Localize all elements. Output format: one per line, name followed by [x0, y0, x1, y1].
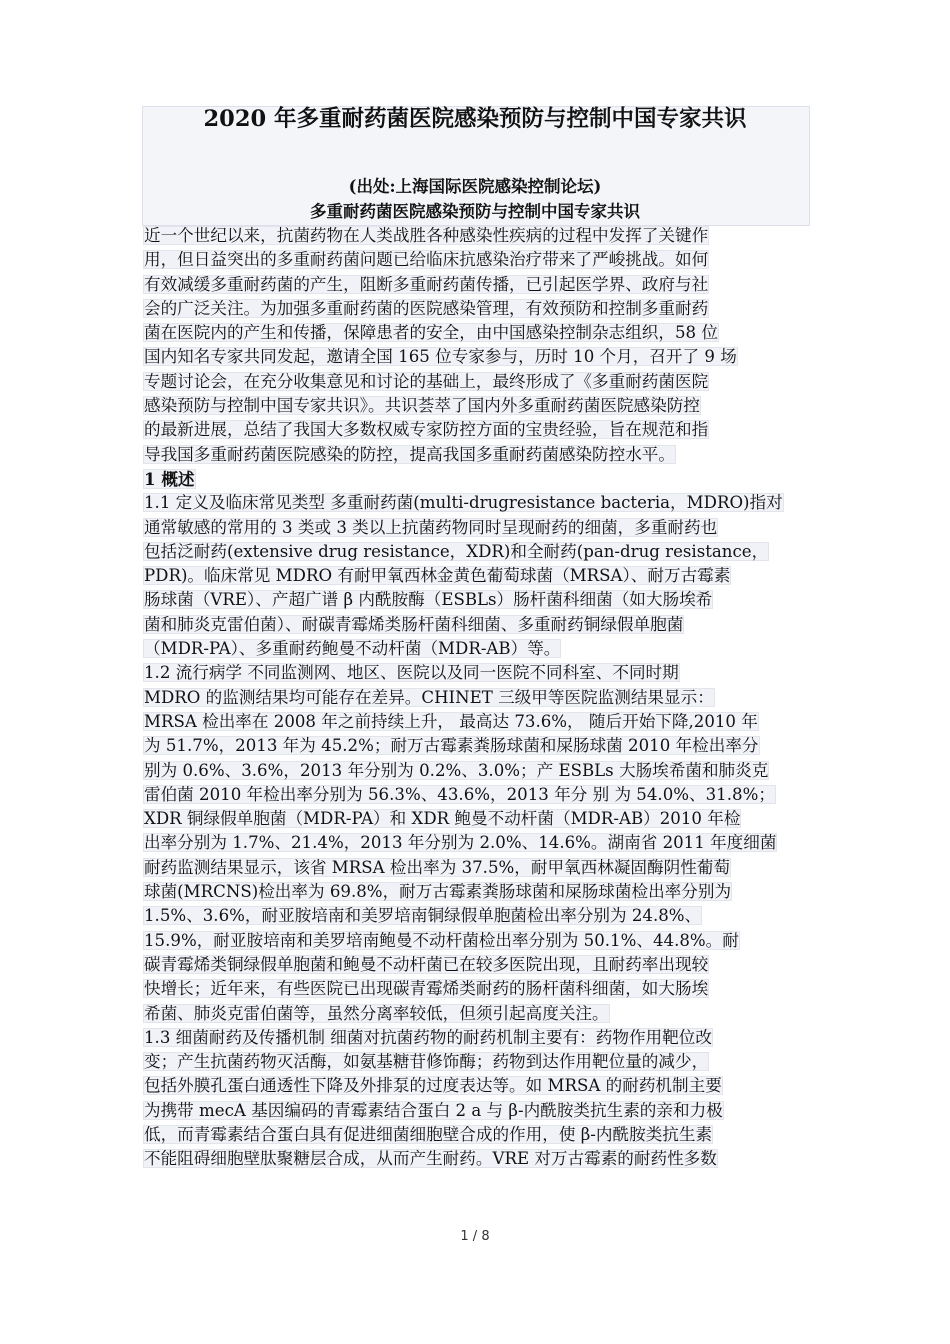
text-line — [143, 929, 815, 953]
text-line-content: 的最新进展，总结了我国大多数权威专家防控方面的宝贵经验，旨在规范和指 — [144, 420, 709, 440]
text-line-content: 不能阻碍细胞壁肽聚糖层合成，从而产生耐药。VRE 对万古霉素的耐药性多数 — [144, 1149, 717, 1169]
text-line-content: 为携带 mecA 基因编码的青霉素结合蛋白 2 a 与 β-内酰胺类抗生素的亲和力极 — [144, 1100, 723, 1120]
page-indicator: 1 / 8 — [460, 1229, 490, 1244]
text-line — [143, 977, 815, 1001]
text-line-content: 用，但日益突出的多重耐药菌问题已给临床抗感染治疗带来了严峻挑战。如何 — [144, 250, 709, 270]
document-title: 2020 年多重耐药菌医院感染预防与控制中国专家共识 — [203, 106, 747, 132]
text-line — [143, 321, 815, 345]
text-line — [143, 540, 815, 564]
text-line-content: 快增长；近年来，有些医院已出现碳青霉烯类耐药的肠杆菌科细菌，如大肠埃 — [144, 979, 709, 999]
text-line — [143, 831, 815, 855]
text-line-content: 导我国多重耐药菌医院感染的防控，提高我国多重耐药菌感染防控水平。 — [144, 444, 675, 464]
text-line — [143, 491, 815, 515]
text-line — [143, 710, 815, 734]
text-line-content: 包括外膜孔蛋白通透性下降及外排泵的过度表达等。如 MRSA 的耐药机制主要 — [144, 1076, 722, 1096]
text-line — [143, 443, 815, 467]
text-line-content: MDRO 的监测结果均可能存在差异。CHINET 三级甲等医院监测结果显示： — [144, 687, 714, 707]
text-line-content: 菌在医院内的产生和传播，保障患者的安全，由中国感染控制杂志组织，58 位 — [144, 323, 718, 343]
text-line-content: 国内知名专家共同发起，邀请全国 165 位专家参与，历时 10 个月，召开了 9 场 — [144, 347, 737, 367]
text-line — [143, 807, 815, 831]
section-heading — [143, 467, 815, 491]
text-line-content: 15.9%，耐亚胺培南和美罗培南鲍曼不动杆菌检出率分别为 50.1%、44.8%。耐 — [144, 930, 739, 950]
text-line — [143, 224, 815, 248]
text-line-content: 通常敏感的常用的 3 类或 3 类以上抗菌药物同时呈现耐药的细菌，多重耐药也 — [144, 517, 718, 537]
text-line — [143, 516, 815, 540]
text-line-content: 别为 0.6%、3.6%，2013 年分别为 0.2%、3.0%；产 ESBLs 大肠埃希菌和肺炎克 — [144, 760, 769, 780]
text-line — [143, 686, 815, 710]
text-line — [143, 1147, 815, 1171]
text-line — [143, 856, 815, 880]
text-line — [143, 1074, 815, 1098]
document-body — [143, 224, 815, 1172]
text-line-content: 变；产生抗菌药物灭活酶，如氨基糖苷修饰酶；药物到达作用靶位量的减少， — [144, 1052, 709, 1072]
text-line-content: 1.3 细菌耐药及传播机制 细菌对抗菌药物的耐药机制主要有：药物作用靶位改 — [144, 1027, 712, 1047]
text-line — [143, 273, 815, 297]
text-line-content: 1 概述 — [144, 468, 195, 489]
text-line — [143, 953, 815, 977]
text-line-content: 低，而青霉素结合蛋白具有促进细菌细胞壁合成的作用，使 β-内酰胺类抗生素 — [144, 1124, 713, 1144]
text-line-content: 专题讨论会，在充分收集意见和讨论的基础上，最终形成了《多重耐药菌医院 — [144, 371, 709, 391]
text-line-content: XDR 铜绿假单胞菌（MDR-PA）和 XDR 鲍曼不动杆菌（MDR-AB）2010 年检 — [144, 809, 741, 829]
text-line — [143, 734, 815, 758]
text-line-content: 碳青霉烯类铜绿假单胞菌和鲍曼不动杆菌已在较多医院出现，且耐药率出现较 — [144, 954, 709, 974]
text-line — [143, 661, 815, 685]
text-line-content: 为 51.7%，2013 年为 45.2%；耐万古霉素粪肠球菌和屎肠球菌 2010 年检出率分 — [144, 736, 759, 756]
text-line — [143, 1123, 815, 1147]
text-line-content: 菌和肺炎克雷伯菌）、耐碳青霉烯类肠杆菌科细菌、多重耐药铜绿假单胞菌 — [144, 614, 684, 634]
text-line-content: 球菌(MRCNS)检出率为 69.8%，耐万古霉素粪肠球菌和屎肠球菌检出率分别为 — [144, 882, 732, 902]
text-line-content: （MDR-PA）、多重耐药鲍曼不动杆菌（MDR-AB）等。 — [144, 639, 561, 659]
text-line — [143, 1050, 815, 1074]
text-line — [143, 564, 815, 588]
text-line — [143, 880, 815, 904]
text-line-content: 希菌、肺炎克雷伯菌等，虽然分离率较低，但须引起高度关注。 — [144, 1003, 609, 1023]
text-line-content: PDR)。临床常见 MDRO 有耐甲氧西林金黄色葡萄球菌（MRSA）、耐万古霉素 — [144, 566, 731, 586]
text-line-content: 雷伯菌 2010 年检出率分别为 56.3%、43.6%，2013 年分 别 为 54.0%、31.8%； — [144, 784, 775, 804]
text-line — [143, 1099, 815, 1123]
text-line — [143, 637, 815, 661]
text-line — [143, 783, 815, 807]
text-line-content: 感染预防与控制中国专家共识》。共识荟萃了国内外多重耐药菌医院感染防控 — [144, 396, 700, 416]
text-line-content: 会的广泛关注。为加强多重耐药菌的医院感染管理，有效预防和控制多重耐药 — [144, 298, 709, 318]
text-line-content: MRSA 检出率在 2008 年之前持续上升， 最高达 73.6%， 随后开始下降,2010 年 — [144, 711, 758, 731]
text-line-content: 近一个世纪以来，抗菌药物在人类战胜各种感染性疾病的过程中发挥了关键作 — [144, 226, 709, 245]
text-line-content: 出率分别为 1.7%、21.4%，2013 年分别为 2.0%、14.6%。湖南省 2011 年度细菌 — [144, 833, 777, 853]
text-line — [143, 1002, 815, 1026]
text-line — [143, 613, 815, 637]
text-line — [143, 345, 815, 369]
text-line — [143, 588, 815, 612]
text-line-content: 1.5%、3.6%，耐亚胺培南和美罗培南铜绿假单胞菌检出率分别为 24.8%、 — [144, 906, 702, 926]
text-line — [143, 759, 815, 783]
text-line-content: 耐药监测结果显示，该省 MRSA 检出率为 37.5%，耐甲氧西林凝固酶阴性葡萄 — [144, 857, 730, 877]
source-line: (出处:上海国际医院感染控制论坛) — [348, 177, 602, 196]
text-line — [143, 394, 815, 418]
text-line — [143, 297, 815, 321]
text-line — [143, 370, 815, 394]
text-line-content: 1.1 定义及临床常见类型 多重耐药菌(multi-drugresistance bacteria，MDRO)指对 — [144, 493, 783, 513]
text-line-content: 有效减缓多重耐药菌的产生，阻断多重耐药菌传播，已引起医学界、政府与社 — [144, 274, 709, 294]
text-line — [143, 248, 815, 272]
text-line-content: 肠球菌（VRE）、产超广谱 β 内酰胺酶（ESBLs）肠杆菌科细菌（如大肠埃希 — [144, 590, 713, 610]
text-line — [143, 1026, 815, 1050]
text-line — [143, 904, 815, 928]
text-line — [143, 418, 815, 442]
text-line-content: 1.2 流行病学 不同监测网、地区、医院以及同一医院不同科室、不同时期 — [144, 663, 679, 683]
document-subtitle: 多重耐药菌医院感染预防与控制中国专家共识 — [310, 202, 640, 221]
text-line-content: 包括泛耐药(extensive drug resistance，XDR)和全耐药(pan-drug resistance， — [144, 541, 769, 561]
